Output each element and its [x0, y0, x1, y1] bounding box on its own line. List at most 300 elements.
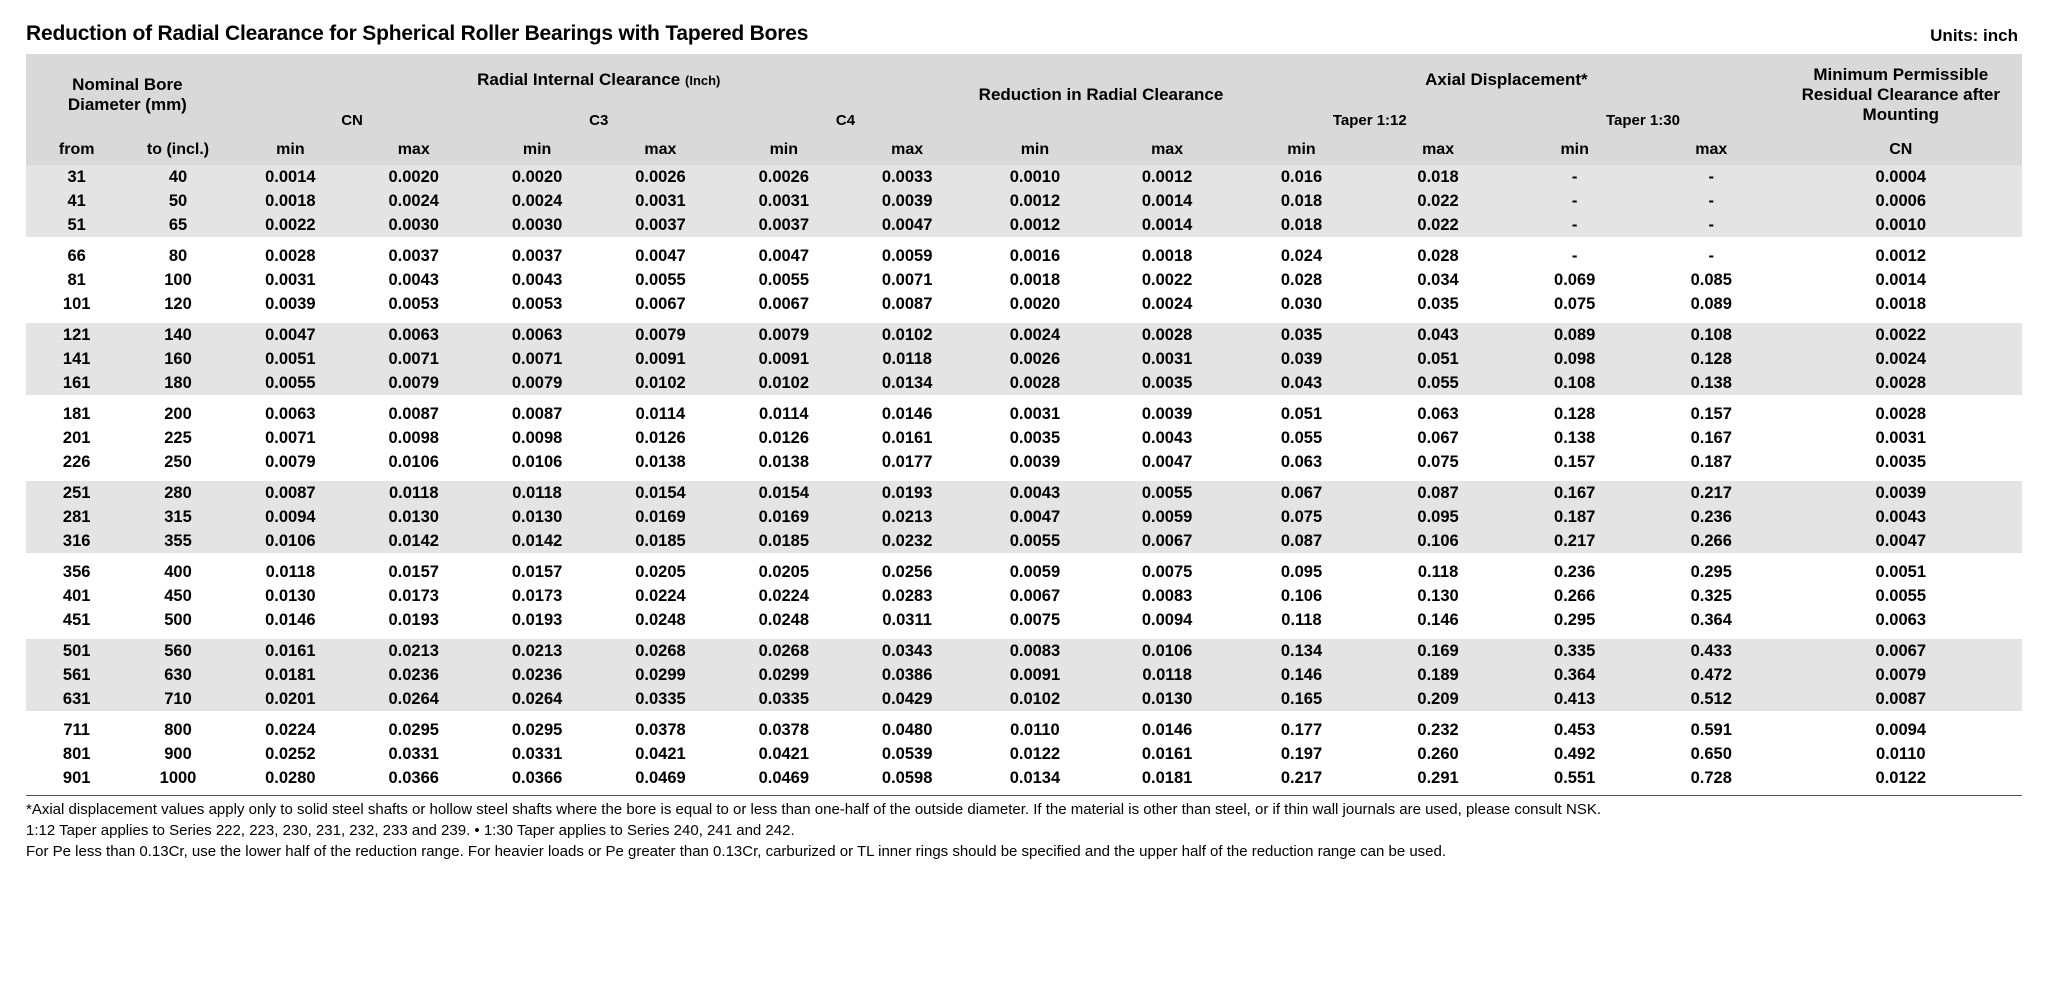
- table-cell: 0.0018: [1101, 244, 1233, 268]
- table-cell: 0.0024: [1101, 292, 1233, 316]
- table-cell: 0.0177: [845, 450, 968, 474]
- table-cell: 140: [127, 323, 228, 347]
- table-cell: 316: [26, 529, 127, 553]
- table-band-separator: [26, 553, 2022, 560]
- table-cell: 0.0039: [1101, 402, 1233, 426]
- table-cell: 0.0366: [352, 766, 475, 790]
- table-cell: 0.0114: [599, 402, 722, 426]
- table-cell: 0.167: [1643, 426, 1780, 450]
- col-c4-min: min: [722, 135, 845, 165]
- table-cell: 0.0079: [475, 371, 598, 395]
- table-cell: 0.0268: [722, 639, 845, 663]
- table-cell: 0.0024: [352, 189, 475, 213]
- table-cell: 0.217: [1506, 529, 1643, 553]
- table-cell: 0.0012: [969, 213, 1101, 237]
- header-c4: C4: [722, 106, 969, 135]
- table-cell: 0.472: [1643, 663, 1780, 687]
- table-cell: 0.0311: [845, 608, 968, 632]
- col-c3-min: min: [475, 135, 598, 165]
- band-separator-cell: [26, 474, 2022, 481]
- table-cell: 0.018: [1233, 213, 1370, 237]
- table-cell: 0.0091: [969, 663, 1101, 687]
- table-cell: 356: [26, 560, 127, 584]
- table-cell: 0.146: [1233, 663, 1370, 687]
- table-cell: 0.0102: [845, 323, 968, 347]
- table-cell: 0.0130: [352, 505, 475, 529]
- table-cell: 0.0075: [1101, 560, 1233, 584]
- table-cell: 0.0059: [1101, 505, 1233, 529]
- table-cell: 0.0091: [722, 347, 845, 371]
- table-cell: 0.0079: [1780, 663, 2022, 687]
- table-cell: 0.089: [1506, 323, 1643, 347]
- header-radial-internal-clearance-text: Radial Internal Clearance: [477, 70, 681, 89]
- table-cell: 81: [26, 268, 127, 292]
- col-from: from: [26, 135, 127, 165]
- table-cell: 0.0283: [845, 584, 968, 608]
- table-cell: 0.0043: [969, 481, 1101, 505]
- table-cell: 281: [26, 505, 127, 529]
- table-cell: 40: [127, 165, 228, 189]
- table-cell: 0.0047: [722, 244, 845, 268]
- table-cell: 0.0024: [969, 323, 1101, 347]
- table-cell: 0.0035: [1780, 450, 2022, 474]
- table-cell: 0.209: [1370, 687, 1507, 711]
- col-to: to (incl.): [127, 135, 228, 165]
- table-cell: 0.138: [1506, 426, 1643, 450]
- table-cell: 0.157: [1643, 402, 1780, 426]
- band-separator-cell: [26, 553, 2022, 560]
- table-cell: 0.085: [1643, 268, 1780, 292]
- table-cell: 0.0268: [599, 639, 722, 663]
- table-cell: 0.0134: [845, 371, 968, 395]
- table-cell: 0.0022: [1101, 268, 1233, 292]
- header-taper-1-12: Taper 1:12: [1233, 106, 1506, 135]
- table-cell: -: [1643, 213, 1780, 237]
- table-cell: 0.0138: [599, 450, 722, 474]
- table-cell: 0.0087: [1780, 687, 2022, 711]
- table-cell: 0.0161: [845, 426, 968, 450]
- table-cell: 0.0157: [352, 560, 475, 584]
- table-cell: 0.0067: [969, 584, 1101, 608]
- table-cell: 0.0063: [229, 402, 352, 426]
- table-cell: 0.0028: [1101, 323, 1233, 347]
- table-cell: 0.0094: [1780, 718, 2022, 742]
- header-taper-1-30: Taper 1:30: [1506, 106, 1779, 135]
- table-cell: 0.453: [1506, 718, 1643, 742]
- table-cell: 0.138: [1643, 371, 1780, 395]
- table-cell: 0.0037: [352, 244, 475, 268]
- table-cell: 0.0181: [229, 663, 352, 687]
- header-reduction-in-radial-clearance: Reduction in Radial Clearance: [969, 54, 1233, 135]
- table-cell: 0.169: [1370, 639, 1507, 663]
- table-cell: 0.0114: [722, 402, 845, 426]
- table-cell: 0.0181: [1101, 766, 1233, 790]
- table-row: [26, 584, 2022, 608]
- table-cell: 0.167: [1506, 481, 1643, 505]
- table-cell: 0.0063: [475, 323, 598, 347]
- table-cell: 0.0421: [599, 742, 722, 766]
- table-cell: 0.0098: [352, 426, 475, 450]
- table-cell: 0.0106: [229, 529, 352, 553]
- table-cell: 0.128: [1506, 402, 1643, 426]
- table-cell: 0.0173: [352, 584, 475, 608]
- table-band-separator: [26, 474, 2022, 481]
- table-cell: 0.650: [1643, 742, 1780, 766]
- table-cell: 560: [127, 639, 228, 663]
- table-cell: 0.0051: [229, 347, 352, 371]
- table-cell: 0.118: [1233, 608, 1370, 632]
- table-cell: 0.266: [1506, 584, 1643, 608]
- table-cell: 0.0043: [352, 268, 475, 292]
- table-cell: 0.0299: [599, 663, 722, 687]
- table-cell: -: [1643, 244, 1780, 268]
- table-cell: 0.028: [1370, 244, 1507, 268]
- table-cell: 0.095: [1370, 505, 1507, 529]
- table-cell: 0.0378: [599, 718, 722, 742]
- table-cell: 0.0067: [599, 292, 722, 316]
- table-head: [26, 54, 2022, 165]
- table-cell: 0.0024: [475, 189, 598, 213]
- table-cell: 0.0154: [722, 481, 845, 505]
- header-column-row: [26, 135, 2022, 165]
- table-cell: 225: [127, 426, 228, 450]
- table-cell: 0.0122: [969, 742, 1101, 766]
- table-cell: 0.0047: [1101, 450, 1233, 474]
- col-c4-max: max: [845, 135, 968, 165]
- table-cell: 0.0022: [229, 213, 352, 237]
- units-label: Units: inch: [1930, 26, 2018, 45]
- table-cell: 0.0067: [722, 292, 845, 316]
- table-cell: 0.0063: [352, 323, 475, 347]
- table-cell: 0.189: [1370, 663, 1507, 687]
- table-cell: 0.0205: [599, 560, 722, 584]
- table-cell: 800: [127, 718, 228, 742]
- table-cell: 0.0118: [1101, 663, 1233, 687]
- table-row: [26, 742, 2022, 766]
- table-cell: 0.0110: [1780, 742, 2022, 766]
- table-cell: 401: [26, 584, 127, 608]
- table-cell: 0.492: [1506, 742, 1643, 766]
- table-cell: 0.0248: [722, 608, 845, 632]
- table-row: [26, 450, 2022, 474]
- table-cell: 315: [127, 505, 228, 529]
- table-cell: 0.024: [1233, 244, 1370, 268]
- table-cell: 0.0134: [969, 766, 1101, 790]
- table-row: [26, 371, 2022, 395]
- table-cell: 0.0033: [845, 165, 968, 189]
- band-separator-cell: [26, 395, 2022, 402]
- col-residual-cn: CN: [1780, 135, 2022, 165]
- table-cell: 0.089: [1643, 292, 1780, 316]
- col-taper130-min: min: [1506, 135, 1643, 165]
- table-cell: 0.0004: [1780, 165, 2022, 189]
- table-cell: 0.0264: [352, 687, 475, 711]
- table-cell: 0.0098: [475, 426, 598, 450]
- table-cell: 630: [127, 663, 228, 687]
- table-cell: 0.0232: [845, 529, 968, 553]
- table-cell: 0.0047: [229, 323, 352, 347]
- table-cell: 0.130: [1370, 584, 1507, 608]
- table-cell: 0.0079: [722, 323, 845, 347]
- table-band-separator: [26, 237, 2022, 244]
- table-cell: 0.0146: [1101, 718, 1233, 742]
- table-cell: 0.075: [1233, 505, 1370, 529]
- table-band-separator: [26, 711, 2022, 718]
- table-cell: 0.0118: [475, 481, 598, 505]
- table-cell: 0.051: [1233, 402, 1370, 426]
- table-cell: 0.0087: [352, 402, 475, 426]
- table-cell: 0.0224: [599, 584, 722, 608]
- table-cell: 0.0142: [475, 529, 598, 553]
- table-cell: 31: [26, 165, 127, 189]
- table-cell: 0.0138: [722, 450, 845, 474]
- table-cell: 0.165: [1233, 687, 1370, 711]
- table-cell: 0.0386: [845, 663, 968, 687]
- table-cell: 0.0028: [969, 371, 1101, 395]
- table-cell: 0.0335: [599, 687, 722, 711]
- table-cell: 0.0299: [722, 663, 845, 687]
- table-cell: 121: [26, 323, 127, 347]
- table-row: [26, 244, 2022, 268]
- table-cell: 0.260: [1370, 742, 1507, 766]
- table-cell: 100: [127, 268, 228, 292]
- table-band-separator: [26, 316, 2022, 323]
- table-cell: 66: [26, 244, 127, 268]
- table-cell: 0.295: [1643, 560, 1780, 584]
- clearance-table: [26, 54, 2022, 790]
- table-cell: 561: [26, 663, 127, 687]
- table-cell: 0.0335: [722, 687, 845, 711]
- table-cell: 0.0130: [229, 584, 352, 608]
- table-cell: 0.0130: [475, 505, 598, 529]
- table-cell: 0.0055: [969, 529, 1101, 553]
- table-band-separator: [26, 632, 2022, 639]
- table-cell: 0.075: [1370, 450, 1507, 474]
- table-cell: 0.0122: [1780, 766, 2022, 790]
- table-cell: 0.0110: [969, 718, 1101, 742]
- table-cell: 0.095: [1233, 560, 1370, 584]
- table-cell: -: [1506, 189, 1643, 213]
- table-row: [26, 213, 2022, 237]
- table-cell: 0.0055: [1101, 481, 1233, 505]
- table-row: [26, 608, 2022, 632]
- table-row: [26, 189, 2022, 213]
- footnotes: [26, 795, 2022, 861]
- table-cell: 0.0037: [599, 213, 722, 237]
- table-cell: 0.075: [1506, 292, 1643, 316]
- table-cell: 0.0055: [599, 268, 722, 292]
- table-cell: 0.0063: [1780, 608, 2022, 632]
- table-cell: 0.055: [1370, 371, 1507, 395]
- table-cell: 0.0047: [845, 213, 968, 237]
- table-cell: 0.0020: [475, 165, 598, 189]
- table-cell: 900: [127, 742, 228, 766]
- table-cell: 0.0083: [1101, 584, 1233, 608]
- table-cell: 226: [26, 450, 127, 474]
- table-cell: 0.551: [1506, 766, 1643, 790]
- table-cell: -: [1643, 165, 1780, 189]
- table-cell: 0.0018: [1780, 292, 2022, 316]
- table-cell: 0.0020: [352, 165, 475, 189]
- table-cell: 0.0142: [352, 529, 475, 553]
- table-cell: 0.0106: [352, 450, 475, 474]
- table-cell: 0.0028: [229, 244, 352, 268]
- table-cell: 500: [127, 608, 228, 632]
- table-cell: 101: [26, 292, 127, 316]
- table-cell: 400: [127, 560, 228, 584]
- table-cell: 0.0014: [229, 165, 352, 189]
- table-cell: 710: [127, 687, 228, 711]
- table-cell: 250: [127, 450, 228, 474]
- table-cell: 451: [26, 608, 127, 632]
- table-cell: 0.063: [1233, 450, 1370, 474]
- table-cell: 0.069: [1506, 268, 1643, 292]
- table-cell: 0.217: [1643, 481, 1780, 505]
- table-row: [26, 268, 2022, 292]
- table-cell: 0.0047: [969, 505, 1101, 529]
- table-cell: 0.295: [1506, 608, 1643, 632]
- table-cell: 0.0094: [229, 505, 352, 529]
- table-cell: 0.0043: [1780, 505, 2022, 529]
- table-cell: 0.187: [1643, 450, 1780, 474]
- table-body: [26, 165, 2022, 790]
- table-cell: 0.0039: [229, 292, 352, 316]
- col-cn-min: min: [229, 135, 352, 165]
- table-cell: 0.022: [1370, 189, 1507, 213]
- table-cell: 0.0205: [722, 560, 845, 584]
- table-cell: 0.364: [1506, 663, 1643, 687]
- table-row: [26, 347, 2022, 371]
- table-cell: 0.512: [1643, 687, 1780, 711]
- table-cell: 0.128: [1643, 347, 1780, 371]
- table-cell: 0.0469: [599, 766, 722, 790]
- footnote-3: For Pe less than 0.13Cr, use the lower half of the reduction range. For heavier loads or Pe greater than 0.13Cr, carburized or TL inner rings should be specified and the upper half of the reduction range can be used.: [26, 842, 1447, 860]
- band-separator-cell: [26, 316, 2022, 323]
- header-min-permissible-residual-clearance: Minimum Permissible Residual Clearance after Mounting: [1780, 54, 2022, 135]
- table-cell: 0.0106: [475, 450, 598, 474]
- table-cell: 0.0469: [722, 766, 845, 790]
- table-cell: 0.106: [1233, 584, 1370, 608]
- band-separator-cell: [26, 237, 2022, 244]
- header-cn: CN: [229, 106, 476, 135]
- table-cell: 0.0043: [1101, 426, 1233, 450]
- table-cell: 41: [26, 189, 127, 213]
- table-cell: 0.0016: [969, 244, 1101, 268]
- table-row: [26, 663, 2022, 687]
- table-cell: 0.0102: [599, 371, 722, 395]
- table-cell: 0.0043: [475, 268, 598, 292]
- table-cell: 0.0295: [352, 718, 475, 742]
- table-cell: 0.291: [1370, 766, 1507, 790]
- band-separator-cell: [26, 632, 2022, 639]
- table-cell: 0.0014: [1780, 268, 2022, 292]
- table-cell: 0.0026: [722, 165, 845, 189]
- table-cell: 0.0071: [229, 426, 352, 450]
- table-cell: 0.108: [1643, 323, 1780, 347]
- col-cn-max: max: [352, 135, 475, 165]
- table-row: [26, 481, 2022, 505]
- table-row: [26, 718, 2022, 742]
- table-cell: 901: [26, 766, 127, 790]
- table-cell: 0.0031: [722, 189, 845, 213]
- table-cell: 0.0264: [475, 687, 598, 711]
- col-c3-max: max: [599, 135, 722, 165]
- table-cell: 501: [26, 639, 127, 663]
- table-cell: 0.0071: [352, 347, 475, 371]
- table-cell: 0.325: [1643, 584, 1780, 608]
- table-cell: 0.0193: [845, 481, 968, 505]
- table-cell: 0.087: [1233, 529, 1370, 553]
- table-cell: 0.0067: [1101, 529, 1233, 553]
- table-cell: 0.018: [1370, 165, 1507, 189]
- table-cell: 0.0030: [352, 213, 475, 237]
- table-cell: 0.0173: [475, 584, 598, 608]
- table-cell: 0.0055: [229, 371, 352, 395]
- table-cell: 0.030: [1233, 292, 1370, 316]
- table-cell: 0.0028: [1780, 371, 2022, 395]
- table-cell: 141: [26, 347, 127, 371]
- table-cell: 0.0213: [475, 639, 598, 663]
- header-radial-internal-clearance: [229, 54, 969, 106]
- table-cell: 50: [127, 189, 228, 213]
- table-cell: 0.0193: [475, 608, 598, 632]
- table-cell: 0.0201: [229, 687, 352, 711]
- table-cell: 0.0146: [845, 402, 968, 426]
- table-cell: 0.0053: [475, 292, 598, 316]
- table-cell: 0.335: [1506, 639, 1643, 663]
- table-cell: 0.034: [1370, 268, 1507, 292]
- table-cell: 0.236: [1506, 560, 1643, 584]
- table-cell: 0.0018: [229, 189, 352, 213]
- table-cell: 0.0224: [722, 584, 845, 608]
- table-cell: 0.266: [1643, 529, 1780, 553]
- table-cell: 0.0130: [1101, 687, 1233, 711]
- page-title: Reduction of Radial Clearance for Spherical Roller Bearings with Tapered Bores: [26, 22, 809, 45]
- table-cell: 0.0075: [969, 608, 1101, 632]
- table-cell: 0.0193: [352, 608, 475, 632]
- header-group-row: [26, 54, 2022, 106]
- table-cell: 0.0030: [475, 213, 598, 237]
- header-nominal-bore: [26, 54, 229, 135]
- table-cell: 0.043: [1233, 371, 1370, 395]
- table-cell: 0.0055: [722, 268, 845, 292]
- table-cell: 120: [127, 292, 228, 316]
- table-cell: 0.364: [1643, 608, 1780, 632]
- table-cell: 0.0031: [969, 402, 1101, 426]
- table-cell: 0.0031: [229, 268, 352, 292]
- table-cell: 0.039: [1233, 347, 1370, 371]
- table-cell: 0.134: [1233, 639, 1370, 663]
- table-cell: 0.0037: [722, 213, 845, 237]
- table-cell: 0.0331: [475, 742, 598, 766]
- table-cell: 0.106: [1370, 529, 1507, 553]
- table-cell: 0.0014: [1101, 213, 1233, 237]
- table-cell: 65: [127, 213, 228, 237]
- table-cell: 0.028: [1233, 268, 1370, 292]
- table-cell: 0.0047: [1780, 529, 2022, 553]
- table-cell: 0.108: [1506, 371, 1643, 395]
- table-cell: 0.0252: [229, 742, 352, 766]
- table-cell: 0.0026: [969, 347, 1101, 371]
- table-cell: 0.035: [1370, 292, 1507, 316]
- band-separator-cell: [26, 711, 2022, 718]
- table-cell: -: [1506, 165, 1643, 189]
- col-reduction-min: min: [969, 135, 1101, 165]
- table-cell: 0.0047: [599, 244, 722, 268]
- header-nominal-bore-line1: Nominal Bore: [72, 75, 183, 95]
- table-cell: 0.232: [1370, 718, 1507, 742]
- table-cell: 0.0079: [229, 450, 352, 474]
